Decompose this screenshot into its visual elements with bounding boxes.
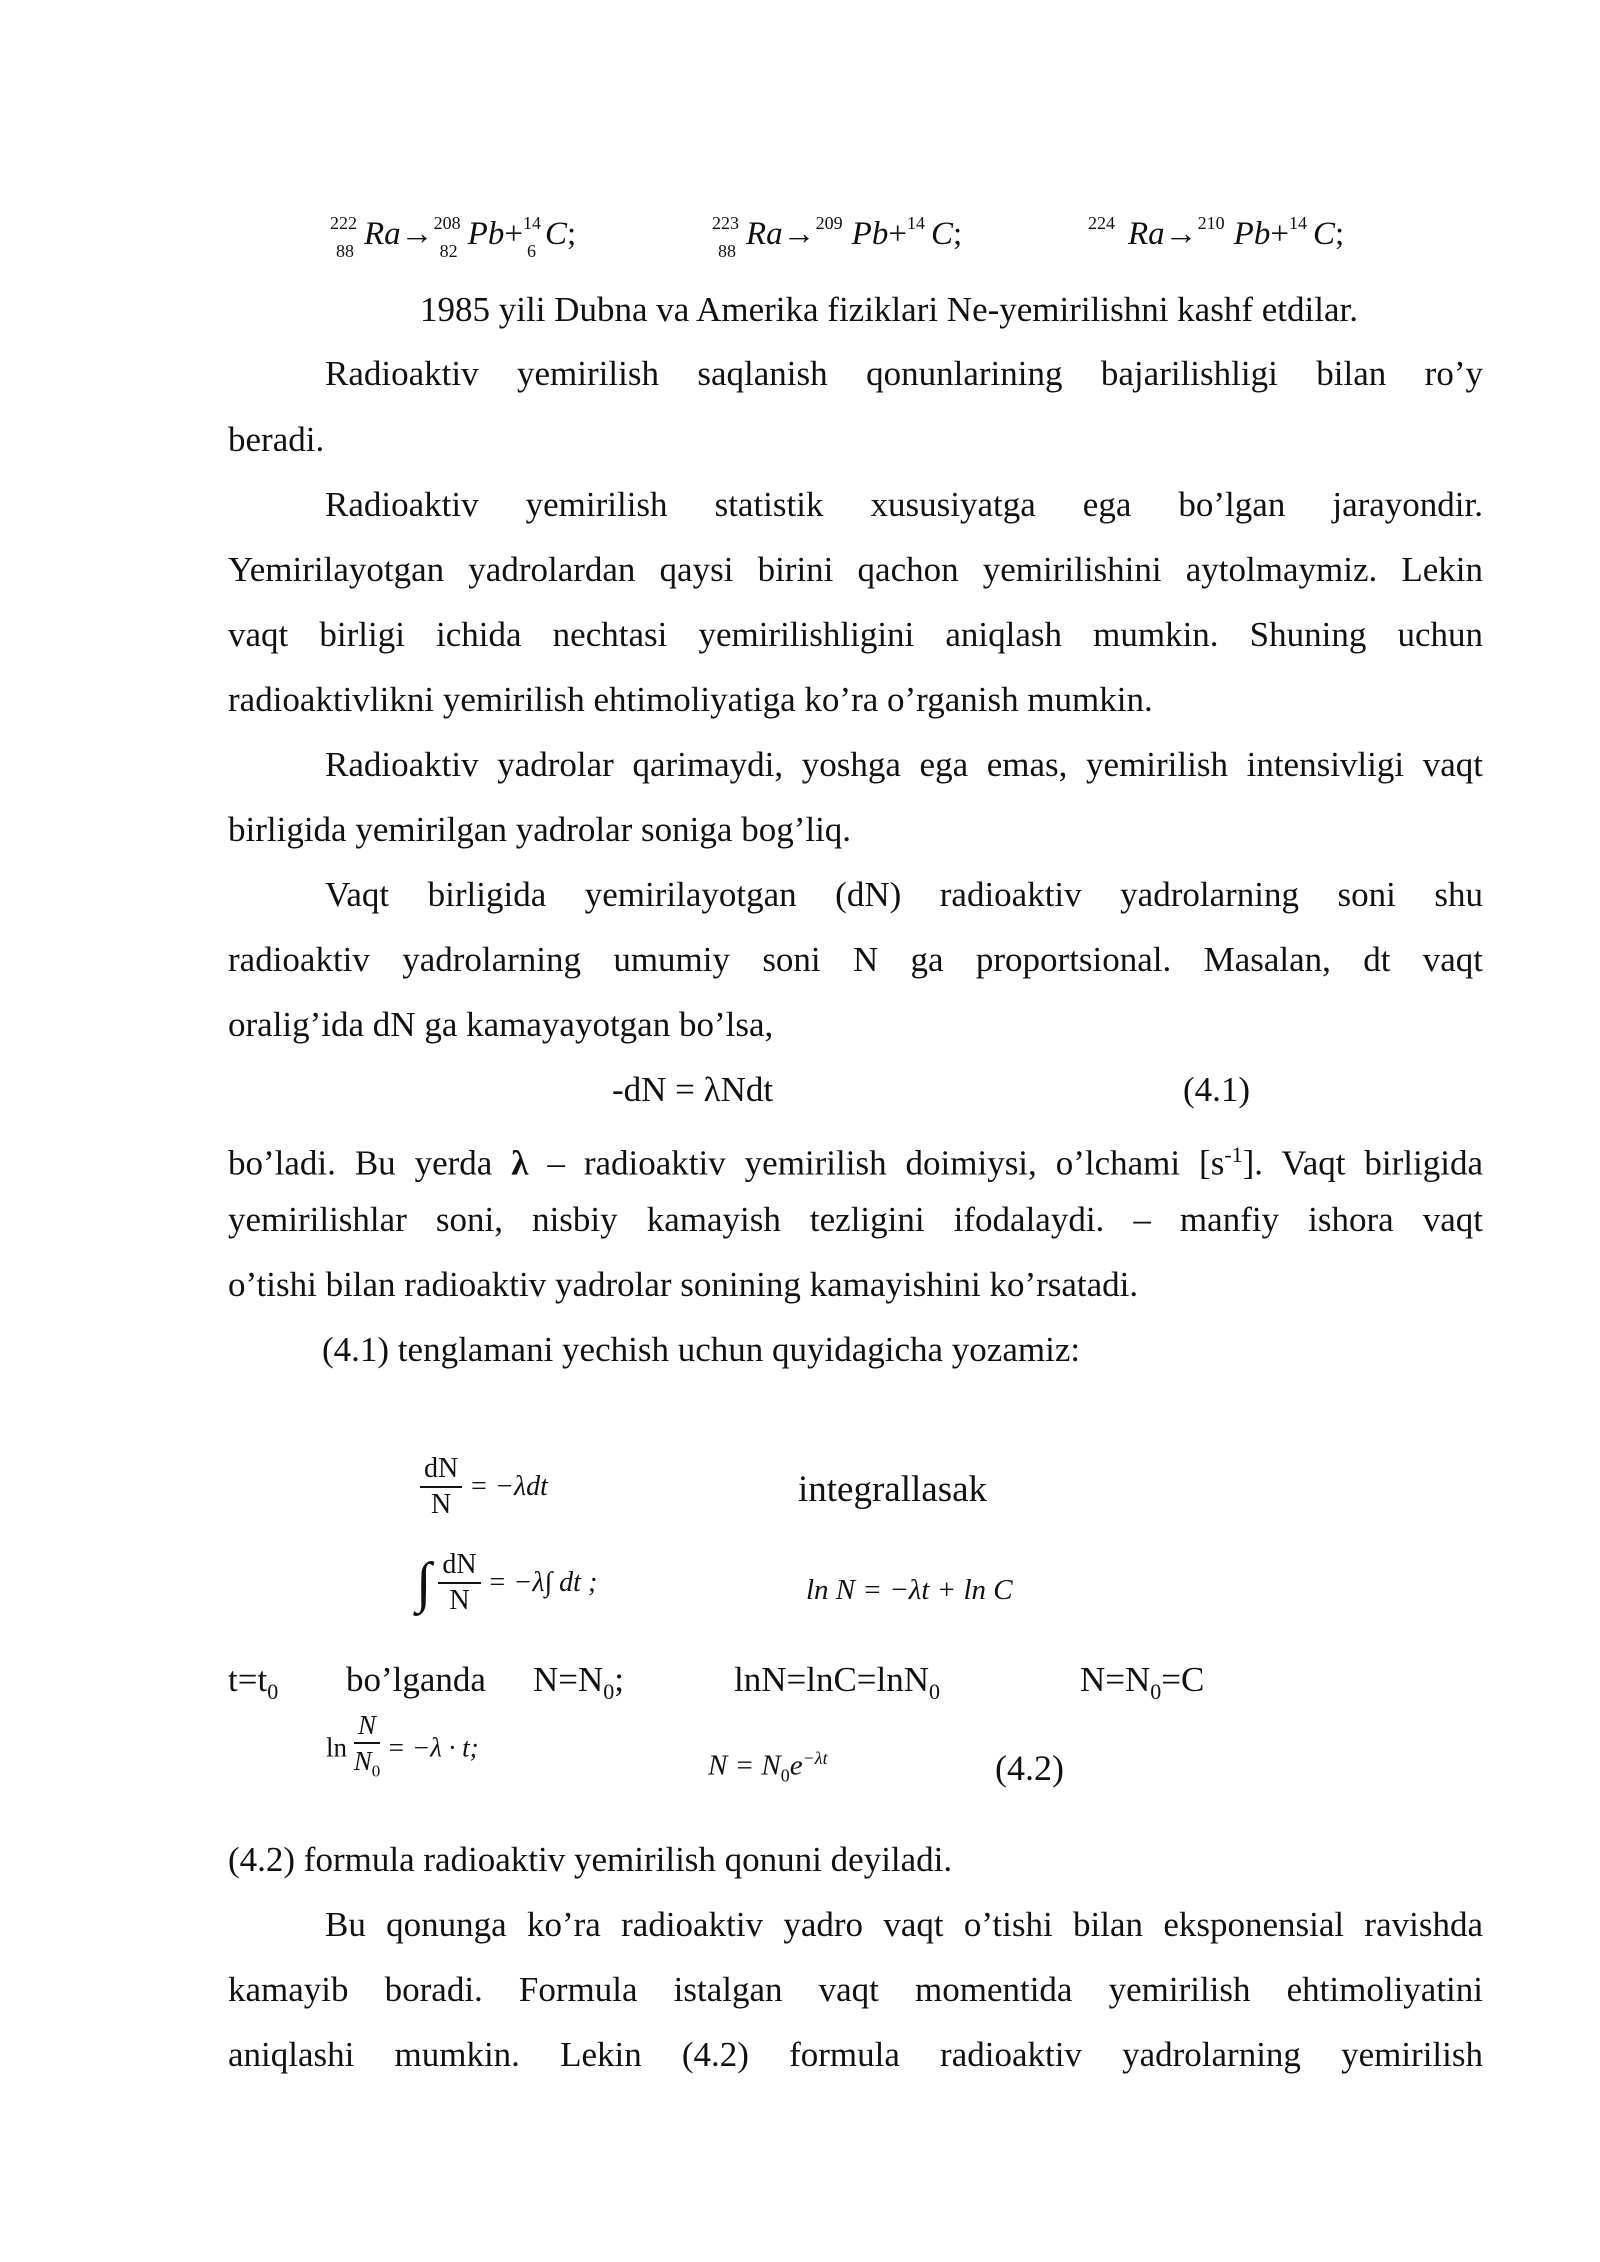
fraction: [420, 1452, 462, 1522]
formula-decay-law: [708, 1748, 828, 1786]
isotope-pb-209: [816, 212, 889, 256]
condition-bolganda: bo’lganda: [346, 1660, 486, 1699]
element-symbol: Ra: [364, 216, 401, 252]
subscript: 0: [1150, 1679, 1162, 1704]
isotope-pb-210: [1198, 212, 1271, 256]
arrow-icon: →: [400, 216, 434, 252]
semicolon: ;: [566, 216, 577, 252]
formula-rhs: = −λdt: [469, 1471, 548, 1502]
text-span: N: [353, 1746, 372, 1776]
formula-differential: [420, 1452, 548, 1522]
denominator: N: [449, 1585, 470, 1616]
numerator: N: [354, 1708, 381, 1744]
element-symbol: Pb: [467, 216, 505, 252]
denominator: [354, 1744, 381, 1788]
subscript: 0: [603, 1679, 615, 1704]
paragraph-line: Radioaktiv yadrolar qarimaydi, yoshga ega emas, yemirilish intensivligi vaqt: [325, 745, 1483, 784]
paragraph-line: birligida yemirilgan yadrolar soniga bog’liq.: [228, 810, 852, 849]
element-symbol: Pb: [1233, 216, 1271, 252]
paragraph-line: aniqlashi mumkin. Lekin (4.2) formula radioaktiv yadrolarning yemirilish: [228, 2035, 1483, 2074]
paragraph-line: (4.2) formula radioaktiv yemirilish qonuni deyiladi.: [228, 1840, 953, 1879]
mass-number: 14: [522, 213, 541, 233]
integrallasak-label: integrallasak: [798, 1469, 988, 1510]
text-span: N=N: [1080, 1660, 1151, 1699]
formula-log: ln N = −λt + ln C: [806, 1574, 1013, 1606]
paragraph-line: (4.1) tenglamani yechish uchun quyidagicha yozamiz:: [322, 1330, 1081, 1369]
reaction-3: [1088, 212, 1344, 256]
plus-sign: +: [1270, 216, 1289, 252]
mass-number: 224: [1088, 213, 1115, 233]
superscript: -1: [1224, 1142, 1243, 1167]
equation-number-4-2: (4.2): [995, 1748, 1064, 1788]
plus-sign: +: [504, 216, 523, 252]
isotope-pb-208: [433, 212, 505, 261]
isotope-ra-224: [1088, 212, 1165, 256]
mass-number: 208: [433, 213, 461, 233]
formula-integral: [416, 1548, 597, 1618]
atomic-number: 88: [718, 241, 736, 261]
element-symbol: C: [544, 216, 567, 252]
text-span: t=t: [228, 1660, 268, 1699]
text-span: N=N: [533, 1660, 604, 1699]
isotope-ra-223: [712, 212, 783, 261]
condition-ln: [734, 1658, 940, 1714]
atomic-number: 6: [526, 241, 536, 261]
element-symbol: Pb: [851, 216, 889, 252]
text-span: ]. Vaqt birligida: [1242, 1143, 1484, 1183]
isotope-c-14: [522, 212, 567, 261]
denominator: N: [431, 1489, 452, 1520]
element-symbol: Ra: [1128, 216, 1165, 252]
subscript: 0: [780, 1765, 790, 1786]
mass-number: 223: [712, 213, 739, 233]
paragraph-line: radioaktivlikni yemirilish ehtimoliyatiga ko’ra o’rganish mumkin.: [228, 680, 1153, 719]
condition-n: [533, 1658, 624, 1714]
subscript: 0: [371, 1761, 381, 1781]
text-span: bo’ladi. Bu yerda: [228, 1143, 493, 1183]
semicolon: ;: [952, 216, 963, 252]
paragraph-line: Radioaktiv yemirilish statistik xususiyatga ega bo’lgan jarayondir.: [325, 485, 1483, 524]
reaction-1: [330, 212, 577, 261]
reaction-2: [712, 212, 963, 261]
text-span: lnN=lnC=lnN: [734, 1660, 930, 1699]
text-span: ;: [614, 1660, 625, 1699]
subscript: 0: [929, 1679, 941, 1704]
paragraph-line: Radioaktiv yemirilish saqlanish qonunlarining bajarilishligi bilan ro’y: [325, 354, 1483, 393]
superscript: −λt: [802, 1748, 828, 1768]
paragraph-line: Vaqt birligida yemirilayotgan (dN) radioaktiv yadrolarning soni shu: [325, 875, 1483, 914]
formula-ln-ratio: [326, 1708, 479, 1788]
isotope-ra-222: [330, 212, 401, 261]
ln-symbol: ln: [326, 1732, 348, 1763]
paragraph-line: Yemirilayotgan yadrolardan qaysi birini qachon yemirilishini aytolmaymiz. Lekin: [228, 550, 1483, 589]
text-span: – radioaktiv yemirilish doimiysi, o’lchami [s: [547, 1143, 1225, 1183]
text-span: e: [789, 1749, 803, 1782]
element-symbol: C: [930, 216, 953, 252]
subscript: 0: [267, 1679, 279, 1704]
paragraph-line: 1985 yili Dubna va Amerika fiziklari Ne-yemirilishni kashf etdilar.: [420, 290, 1358, 329]
mass-number: 210: [1197, 213, 1225, 233]
numerator: dN: [438, 1548, 480, 1584]
paragraph-line: radioaktiv yadrolarning umumiy soni N ga proportsional. Masalan, dt vaqt: [228, 940, 1483, 979]
integral-sign: ∫: [416, 1552, 432, 1614]
equation-4-1: -dN = λNdt: [612, 1070, 774, 1109]
paragraph-line: yemirilishlar soni, nisbiy kamayish tezligini ifodalaydi. – manfiy ishora vaqt: [228, 1200, 1483, 1239]
arrow-icon: →: [782, 216, 816, 252]
paragraph-line: [228, 1133, 1483, 1186]
mass-number: 14: [1288, 213, 1307, 233]
atomic-number: 82: [439, 241, 458, 261]
numerator: dN: [420, 1452, 462, 1488]
paragraph-line: kamayib boradi. Formula istalgan vaqt momentida yemirilish ehtimoliyatini: [228, 1970, 1483, 2009]
formula-rhs: = −λ∫ dt ;: [487, 1567, 598, 1598]
plus-sign: +: [888, 216, 907, 252]
element-symbol: Ra: [746, 216, 783, 252]
paragraph-line: beradi.: [228, 420, 325, 459]
paragraph-line: vaqt birligi ichida nechtasi yemirilishligini aniqlash mumkin. Shuning uchun: [228, 615, 1483, 654]
arrow-icon: →: [1164, 216, 1198, 252]
condition-c: [1080, 1658, 1204, 1714]
formula-rhs: = −λ · t;: [387, 1732, 479, 1763]
isotope-c-14: [907, 212, 953, 256]
paragraph-line: o’tishi bilan radioaktiv yadrolar sonining kamayishini ko’rsatadi.: [228, 1265, 1139, 1304]
equation-number-4-1: (4.1): [1183, 1070, 1251, 1109]
isotope-c-14: [1289, 212, 1335, 256]
condition-t: [228, 1658, 278, 1714]
fraction: [438, 1548, 480, 1618]
element-symbol: C: [1312, 216, 1335, 252]
atomic-number: 88: [336, 241, 354, 261]
mass-number: 209: [815, 213, 843, 233]
text-span: N = N: [708, 1749, 781, 1782]
lambda-symbol: λ: [511, 1143, 529, 1183]
semicolon: ;: [1334, 216, 1345, 252]
mass-number: 14: [906, 213, 925, 233]
paragraph-line: oralig’ida dN ga kamayayotgan bo’lsa,: [228, 1005, 774, 1044]
text-span: =C: [1161, 1660, 1205, 1699]
fraction: [354, 1708, 381, 1788]
paragraph-line: Bu qonunga ko’ra radioaktiv yadro vaqt o’tishi bilan eksponensial ravishda: [325, 1905, 1483, 1944]
mass-number: 222: [330, 213, 357, 233]
